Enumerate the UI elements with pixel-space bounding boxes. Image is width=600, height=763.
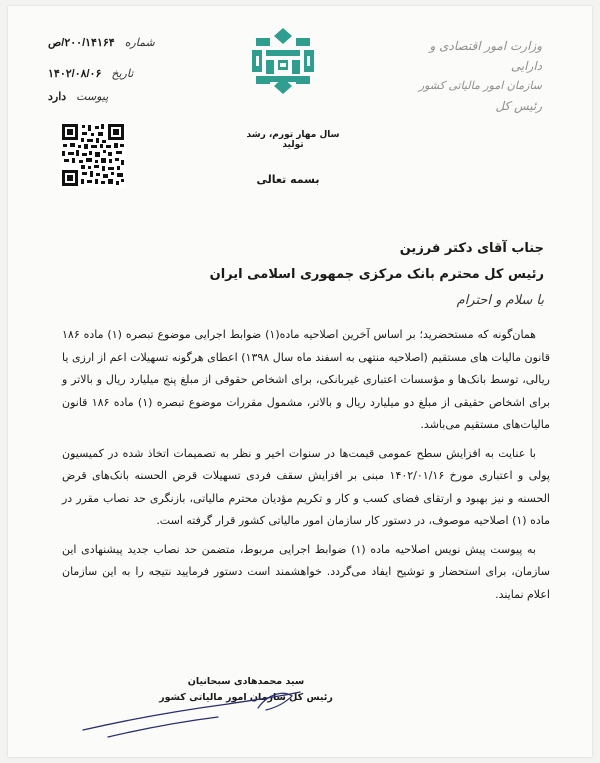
attachment-value: دارد bbox=[48, 91, 67, 103]
letter-body bbox=[62, 324, 550, 612]
number-row bbox=[48, 36, 155, 49]
number-label: شماره bbox=[124, 36, 155, 49]
paragraph-2: با عنایت به افزایش سطح عمومی قیمت‌ها در سنوات اخیر و نظر به تصمیمات اتخاذ شده در کمیسیون پولی و اعتباری مورخ ۱۴۰۲/۰۱/۱۶ مبنی بر افزایش سقف فردی تسهیلات قرض الحسنه بانک‌های قرض الحسنه و نیز بهبود و ارتقای فضای کسب و کار و تکریم مؤدیان محترم مالیاتی، بازنگری حد نصاب مقرر در ماده (۱) اصلاحیه موصوف، در دستور کار سازمان امور مالیاتی کشور قرار گرفته است. bbox=[62, 446, 550, 527]
greeting-line: با سلام و احترام bbox=[456, 293, 544, 308]
signer-title: رئیس کل سازمان امور مالیاتی کشور bbox=[159, 692, 333, 703]
paragraph-3: به پیوست پیش نویس اصلاحیه ماده (۱) ضوابط اجرایی مربوط، متضمن حد نصاب جدید پیشنهادی این سازمان، برای استحضار و توشیح ایفاد می‌گردد. خواهشمند است دستور فرمایید نتیجه را به این سازمان اعلام نمایند. bbox=[62, 542, 550, 601]
tax-organization-logo-icon bbox=[252, 28, 314, 94]
qr-code-icon bbox=[60, 122, 126, 188]
handwritten-signature-icon bbox=[78, 682, 308, 752]
signer-name: سید محمدهادی سبحانیان bbox=[187, 676, 305, 687]
date-label: تاریخ bbox=[111, 67, 134, 80]
attachment-row bbox=[48, 90, 108, 103]
paragraph-1: همان‌گونه که مستحضرید؛ بر اساس آخرین اصلاحیه ماده(۱) ضوابط اجرایی موضوع تبصره (۱) ماده ۱۸۶ قانون مالیات های مستقیم (اصلاحیه منتهی به اسفند ماه سال ۱۳۹۸) اعطای هرگونه تسهیلات اعم از ارزی یا ریالی، توسط بانک‌ها و مؤسسات اعتباری غیربانکی، برای اشخاص حقوقی از مبلغ پنج میلیارد ریال و بالاتر و برای اشخاص حقیقی از مبلغ دو میلیارد ریال و بالاتر، مشمول مقررات موضوع تبصره (۱) ماده ۱۸۶ قانون مالیات‌های مستقیم می‌باشد. bbox=[62, 328, 550, 431]
organization-header bbox=[402, 36, 542, 116]
year-slogan: سال مهار تورم، رشد تولید bbox=[246, 130, 340, 150]
date-value: ۱۴۰۲/۰۸/۰۶ bbox=[48, 68, 102, 80]
letter-page bbox=[8, 6, 592, 757]
attachment-label: پیوست bbox=[76, 90, 109, 103]
org-agency: سازمان امور مالیاتی کشور bbox=[418, 79, 542, 92]
org-head-title: رئیس کل bbox=[495, 99, 542, 113]
bismillah-heading: بسمه تعالی bbox=[256, 173, 320, 186]
date-row bbox=[48, 67, 133, 80]
addressee-name: جناب آقای دکتر فرزین bbox=[399, 241, 544, 256]
number-value: ۲۰۰/۱۴۱۶۴/ص bbox=[48, 37, 115, 49]
addressee-block bbox=[124, 236, 544, 288]
org-ministry: وزارت امور اقتصادی و دارایی bbox=[429, 39, 542, 73]
addressee-title: رئیس کل محترم بانک مرکزی جمهوری اسلامی ایران bbox=[209, 267, 544, 282]
